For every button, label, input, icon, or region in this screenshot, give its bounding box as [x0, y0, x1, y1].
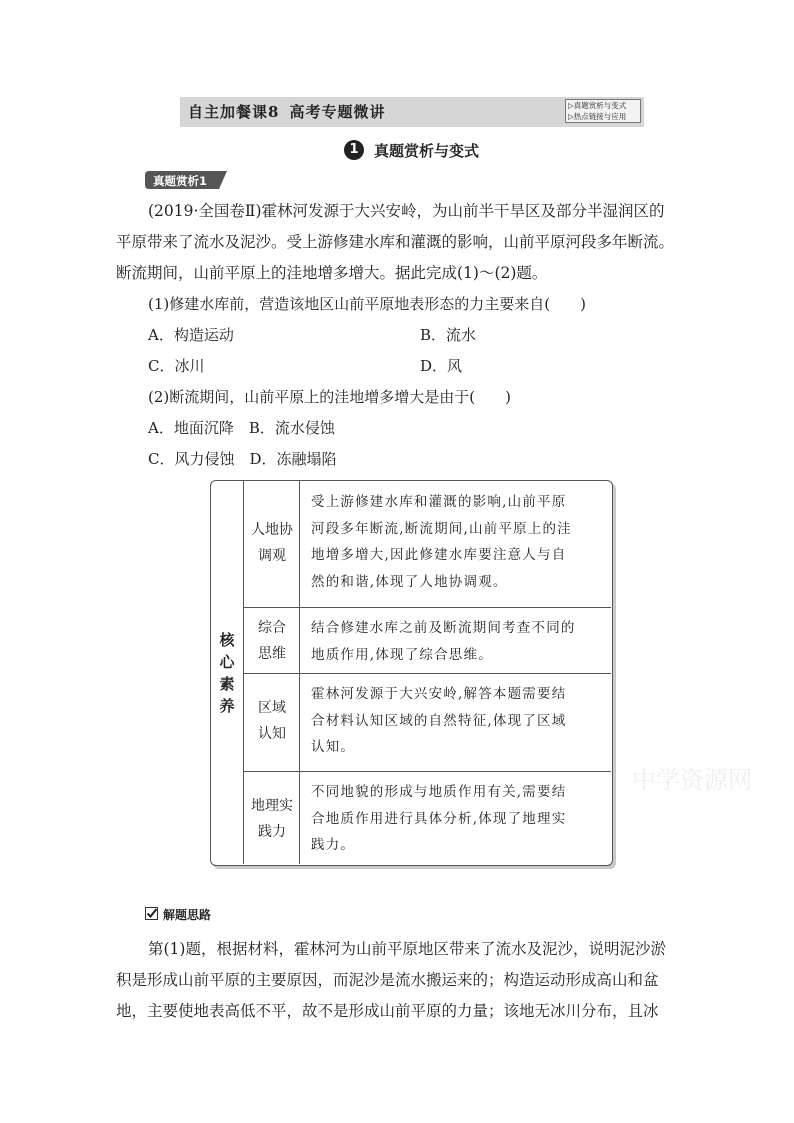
section-number-badge: 1 — [344, 140, 364, 160]
passage-line: 平原带来了流水及泥沙。受上游修建水库和灌溉的影响，山前平原河段多年断流。 — [116, 233, 675, 251]
core-literacy-table — [210, 480, 613, 866]
question-1-option-c: C．冰川 — [148, 357, 205, 375]
watermark: 中学资源网 — [632, 766, 752, 794]
core-side-label: 核 心 素 养 — [219, 631, 235, 715]
question-2-options-ab: A．地面沉降 B．流水侵蚀 — [148, 419, 335, 437]
solution-label: 解题思路 — [163, 908, 212, 922]
section-nav — [565, 99, 641, 123]
question-1-stem: (1)修建水库前，营造该地区山前平原地表形态的力主要来自( ) — [148, 295, 586, 313]
passage-line: 断流期间，山前平原上的洼地增多增大。据此完成(1)～(2)题。 — [116, 264, 548, 282]
row-label-integrated-thinking: 综合 思维 — [258, 620, 286, 662]
question-2-stem: (2)断流期间，山前平原上的洼地增多增大是由于( ) — [148, 388, 511, 406]
nav-link-analysis[interactable]: ▷真题赏析与变式 — [568, 101, 627, 110]
lesson-number: 自主加餐课8 — [188, 103, 280, 121]
question-1-option-b: B．流水 — [420, 326, 477, 344]
lesson-subtitle: 高考专题微讲 — [289, 103, 386, 121]
solution-line: 地，主要使地表高低不平，故不是形成山前平原的力量；该地无冰川分布，且冰 — [116, 1002, 659, 1020]
checkbox-icon — [145, 907, 158, 920]
row-text-regional-cognition: 霍林河发源于大兴安岭,解答本题需要结 合材料认知区域的自然特征,体现了区域 认知。 — [311, 686, 567, 755]
row-label-practice: 地理实 践力 — [251, 798, 293, 840]
exam-tag-label: 真题赏析1 — [153, 174, 208, 188]
lesson-title — [188, 101, 385, 122]
solution-line: 积是形成山前平原的主要原因，而泥沙是流水搬运来的；构造运动形成高山和盆 — [116, 971, 659, 989]
row-text-practice: 不同地貌的形成与地质作用有关,需要结 合地质作用进行具体分析,体现了地理实 践力。 — [311, 784, 567, 853]
question-1-option-a: A．构造运动 — [148, 326, 234, 344]
section-title: 真题赏析与变式 — [374, 142, 480, 160]
exam-tag — [145, 171, 227, 189]
solution-line: 第(1)题，根据材料，霍林河为山前平原地区带来了流水及泥沙，说明泥沙淤 — [148, 940, 666, 958]
row-text-human-land: 受上游修建水库和灌溉的影响,山前平原 河段多年断流,断流期间,山前平原上的洼 地增多增大,因此修建水库要注意人与自 然的和谐,体现了人地协调观。 — [311, 494, 572, 590]
question-2-options-cd: C．风力侵蚀 D．冻融塌陷 — [148, 450, 337, 468]
passage-line: (2019·全国卷Ⅱ)霍林河发源于大兴安岭，为山前半干旱区及部分半湿润区的 — [148, 202, 665, 220]
row-text-integrated-thinking: 结合修建水库之前及断流期间考查不同的 地质作用,体现了综合思维。 — [311, 620, 576, 663]
row-label-regional-cognition: 区域 认知 — [258, 700, 286, 742]
question-1-option-d: D．风 — [420, 357, 463, 375]
row-label-human-land: 人地协 调观 — [251, 522, 293, 564]
nav-link-hotspot[interactable]: ▷热点链接与应用 — [568, 112, 627, 121]
